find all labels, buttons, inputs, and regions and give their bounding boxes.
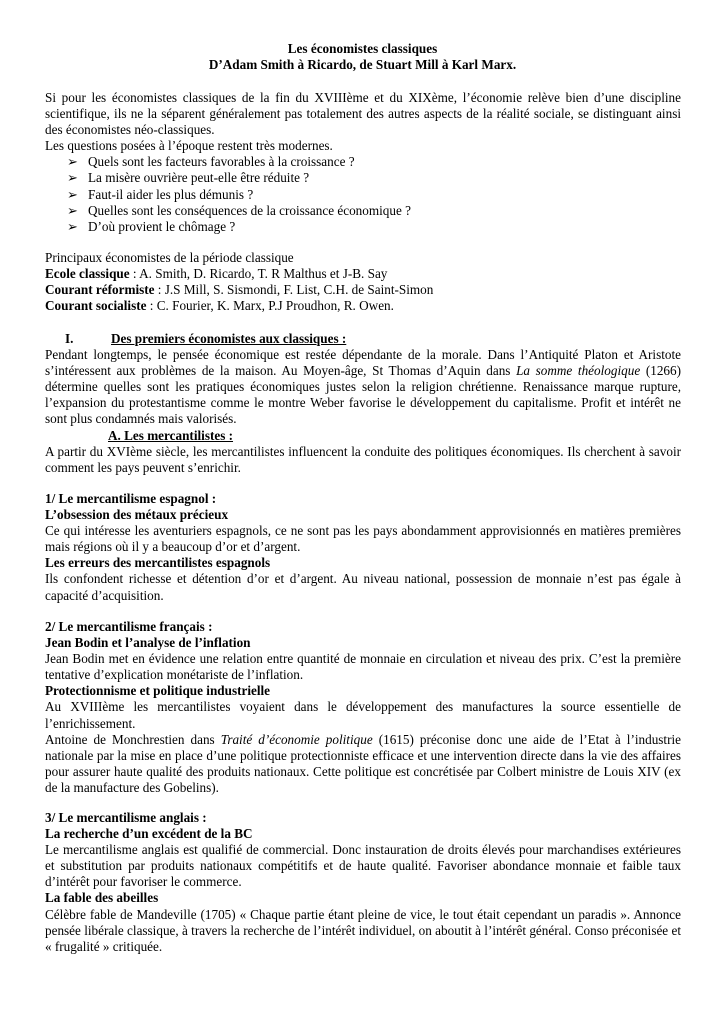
- english-heading: 3/ Le mercantilisme anglais :: [45, 810, 207, 825]
- section-1-heading: I. Des premiers économistes aux classiques :: [65, 331, 347, 346]
- french-section: [45, 619, 681, 796]
- subsection-a-heading: A. Les mercantilistes :: [108, 427, 234, 443]
- intro-section: [45, 90, 681, 235]
- economists-heading: Principaux économistes de la période classique: [45, 250, 294, 265]
- english-section: [45, 810, 681, 955]
- arrow-bullet-icon: ➢: [67, 218, 79, 234]
- list-item: ➢ Quels sont les facteurs favorables à la croissance ?: [67, 154, 355, 170]
- title-line-2: D’Adam Smith à Ricardo, de Stuart Mill à Karl Marx.: [208, 57, 517, 73]
- list-item: ➢ Quelles sont les conséquences de la croissance économique ?: [67, 202, 411, 218]
- english-sub-1: La recherche d’un excédent de la BC: [45, 826, 253, 842]
- french-paragraph-1: Jean Bodin met en évidence une relation entre quantité de monnaie en circulation et niveau des prix. C’est la première tentative d’explication monétariste de l’inflation.: [45, 651, 681, 683]
- current-ecole-classique: Ecole classique : A. Smith, D. Ricardo, T. R Malthus et J-B. Say: [45, 266, 388, 282]
- subsection-a-paragraph: A partir du XVIème siècle, les mercantilistes influencent la conduite des politiques économiques. Ils cherchent à savoir comment les pays peuvent s’enrichir.: [45, 443, 681, 475]
- arrow-bullet-icon: ➢: [67, 154, 79, 170]
- spanish-paragraph-2: Ils confondent richesse et détention d’or et d’argent. Au niveau national, possession de monnaie n’est pas égale à capacité d’acquisition.: [45, 571, 681, 603]
- spanish-sub-2: Les erreurs des mercantilistes espagnols: [45, 555, 271, 571]
- questions-intro: Les questions posées à l’époque restent très modernes.: [45, 138, 333, 154]
- economists-section: [45, 250, 681, 314]
- french-paragraph-2: Au XVIIIème les mercantilistes voyaient dans le développement des manufactures la source essentielle de l’enrichissement.: [45, 699, 681, 731]
- french-heading: 2/ Le mercantilisme français :: [45, 619, 213, 634]
- current-reformiste: Courant réformiste : J.S Mill, S. Sismondi, F. List, C.H. de Saint-Simon: [45, 282, 434, 298]
- section-1-paragraph: Pendant longtemps, le pensée économique est restée dépendante de la morale. Dans l’Antiquité Platon et Aristote s’intéressent aux problèmes de la maison. Au Moyen-âge, St Thomas d’Aquin dans La somme théologique (1266) détermine quelles sont les pratiques économiques justes selon la religion chrétienne. Renaissance marque rupture, l’expansion du protestantisme comme le montre Weber favorise le développement du capitalisme. Profit et intérêt ne sont plus condamnés mais valorisés.: [45, 347, 681, 427]
- arrow-bullet-icon: ➢: [67, 170, 79, 186]
- arrow-bullet-icon: ➢: [67, 186, 79, 202]
- list-item: ➢ La misère ouvrière peut-elle être réduite ?: [67, 170, 310, 186]
- questions-list: [45, 154, 681, 234]
- french-sub-1: Jean Bodin et l’analyse de l’inflation: [45, 635, 251, 651]
- intro-paragraph: Si pour les économistes classiques de la fin du XVIIIème et du XIXème, l’économie relève bien d’une discipline scientifique, ils ne la séparent généralement pas totalement des autres aspects de la réalité sociale, se distinguant ainsi des économistes néo-classiques.: [45, 90, 681, 138]
- french-sub-2: Protectionnisme et politique industrielle: [45, 683, 271, 699]
- spanish-section: [45, 491, 681, 604]
- current-socialiste: Courant socialiste : C. Fourier, K. Marx, P.J Proudhon, R. Owen.: [45, 298, 394, 314]
- list-item: ➢ D’où provient le chômage ?: [67, 218, 236, 234]
- french-paragraph-3: Antoine de Monchrestien dans Traité d’économie politique (1615) préconise donc une aide de l’Etat à l’industrie nationale par la mise en place d’une politique protectionniste efficace et une intervention directe dans la vie des affaires pour assurer haute qualité des produits nationaux. Cette politique est concrétisée par Colbert ministre de Louis XIV (ex de la manufacture des Gobelins).: [45, 731, 682, 795]
- arrow-bullet-icon: ➢: [67, 202, 79, 218]
- english-paragraph-1: Le mercantilisme anglais est qualifié de commercial. Donc instauration de droits élevés pour marchandises extérieures et substitution par produits nationaux compétitifs et de haute qualité. Favoriser abondance monnaie et faible taux d’intérêt pour favoriser le commerce.: [45, 842, 681, 890]
- title-line-1: Les économistes classiques: [287, 41, 438, 56]
- section-1: [45, 331, 681, 476]
- spanish-heading: 1/ Le mercantilisme espagnol :: [45, 491, 217, 506]
- english-paragraph-2: Célèbre fable de Mandeville (1705) « Chaque partie étant pleine de vice, le tout était cependant un paradis ». Annonce pensée libérale classique, à travers la recherche de l’intérêt individuel, on aboutit à l’intérêt général. Conso préconisée et « frugalité » critiquée.: [45, 906, 681, 954]
- english-sub-2: La fable des abeilles: [45, 890, 159, 906]
- document-title: [0, 41, 725, 73]
- spanish-paragraph-1: Ce qui intéresse les aventuriers espagnols, ce ne sont pas les pays abondamment approvisionnés en matières premières mais régions où il y a beaucoup d’or et d’argent.: [45, 523, 681, 555]
- list-item: ➢ Faut-il aider les plus démunis ?: [67, 186, 254, 202]
- spanish-sub-1: L’obsession des métaux précieux: [45, 507, 229, 523]
